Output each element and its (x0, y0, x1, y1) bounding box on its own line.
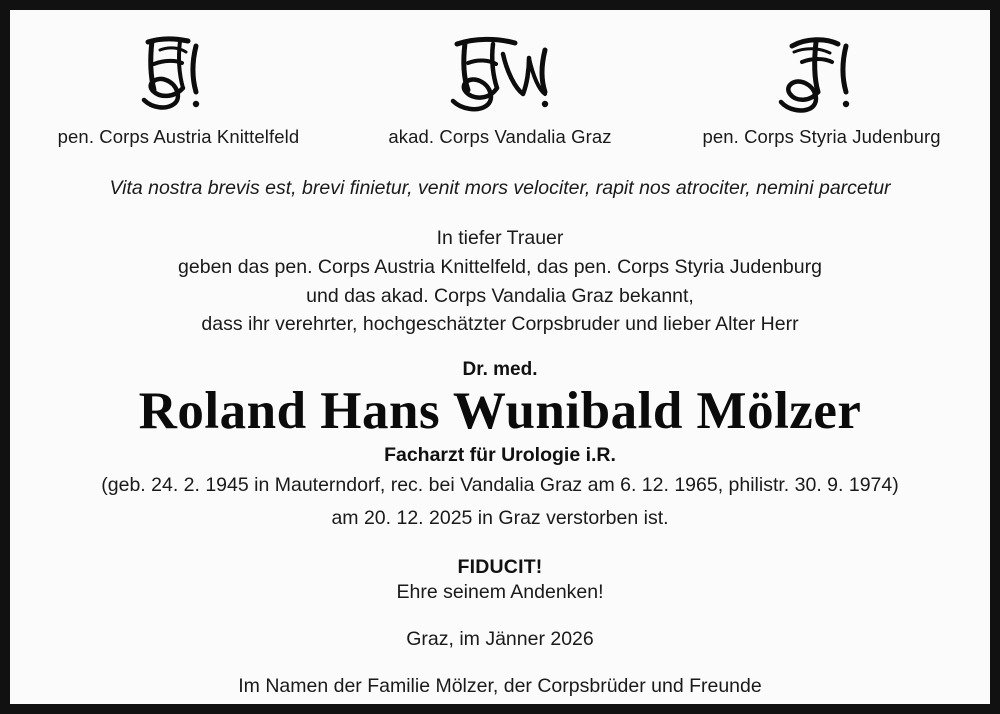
zirkel-label: pen. Corps Styria Judenburg (702, 126, 941, 147)
announcement-line-1: In tiefer Trauer (436, 227, 564, 250)
announcement-line-2: geben das pen. Corps Austria Knittelfeld, das pen. Corps Styria Judenburg (178, 255, 822, 278)
zirkel-monogram-icon (441, 30, 559, 116)
announcement-line-3: und das akad. Corps Vandalia Graz bekannt, (306, 284, 694, 307)
place-and-date: Graz, im Jänner 2026 (406, 627, 594, 650)
obituary-content (10, 10, 990, 704)
honor-text: Ehre seinem Andenken! (396, 580, 604, 603)
family-signature: Im Namen der Familie Mölzer, der Corpsbrüder und Freunde (238, 674, 762, 697)
deceased-biography: (geb. 24. 2. 1945 in Mauterndorf, rec. bei Vandalia Graz am 6. 12. 1965, philistr. 30. 9. 1974) (101, 474, 899, 497)
motto-line-1: Vita nostra brevis est, brevi finietur, (109, 177, 413, 199)
zirkel-vandalia-graz (356, 30, 645, 148)
zirkel-label: pen. Corps Austria Knittelfeld (57, 126, 300, 147)
motto-line-2: venit mors velociter, rapit nos atrociter, nemini parcetur (418, 177, 891, 199)
zirkel-monogram-icon (130, 30, 226, 116)
deceased-death: am 20. 12. 2025 in Graz verstorben ist. (331, 507, 669, 530)
zirkel-styria-judenburg (677, 30, 966, 148)
deceased-profession: Facharzt für Urologie i.R. (384, 444, 616, 467)
zirkel-austria-knittelfeld (34, 30, 323, 148)
announcement-line-4: dass ihr verehrter, hochgeschätzter Corpsbruder und lieber Alter Herr (201, 313, 799, 336)
zirkel-monogram-icon (772, 30, 872, 116)
fiducit-text: FIDUCIT! (457, 555, 543, 578)
academic-title: Dr. med. (462, 358, 538, 380)
latin-motto (109, 174, 890, 202)
deceased-name: Roland Hans Wunibald Mölzer (138, 381, 862, 440)
zirkel-row (34, 30, 966, 148)
announcement-text (178, 224, 822, 339)
zirkel-label: akad. Corps Vandalia Graz (388, 126, 612, 147)
